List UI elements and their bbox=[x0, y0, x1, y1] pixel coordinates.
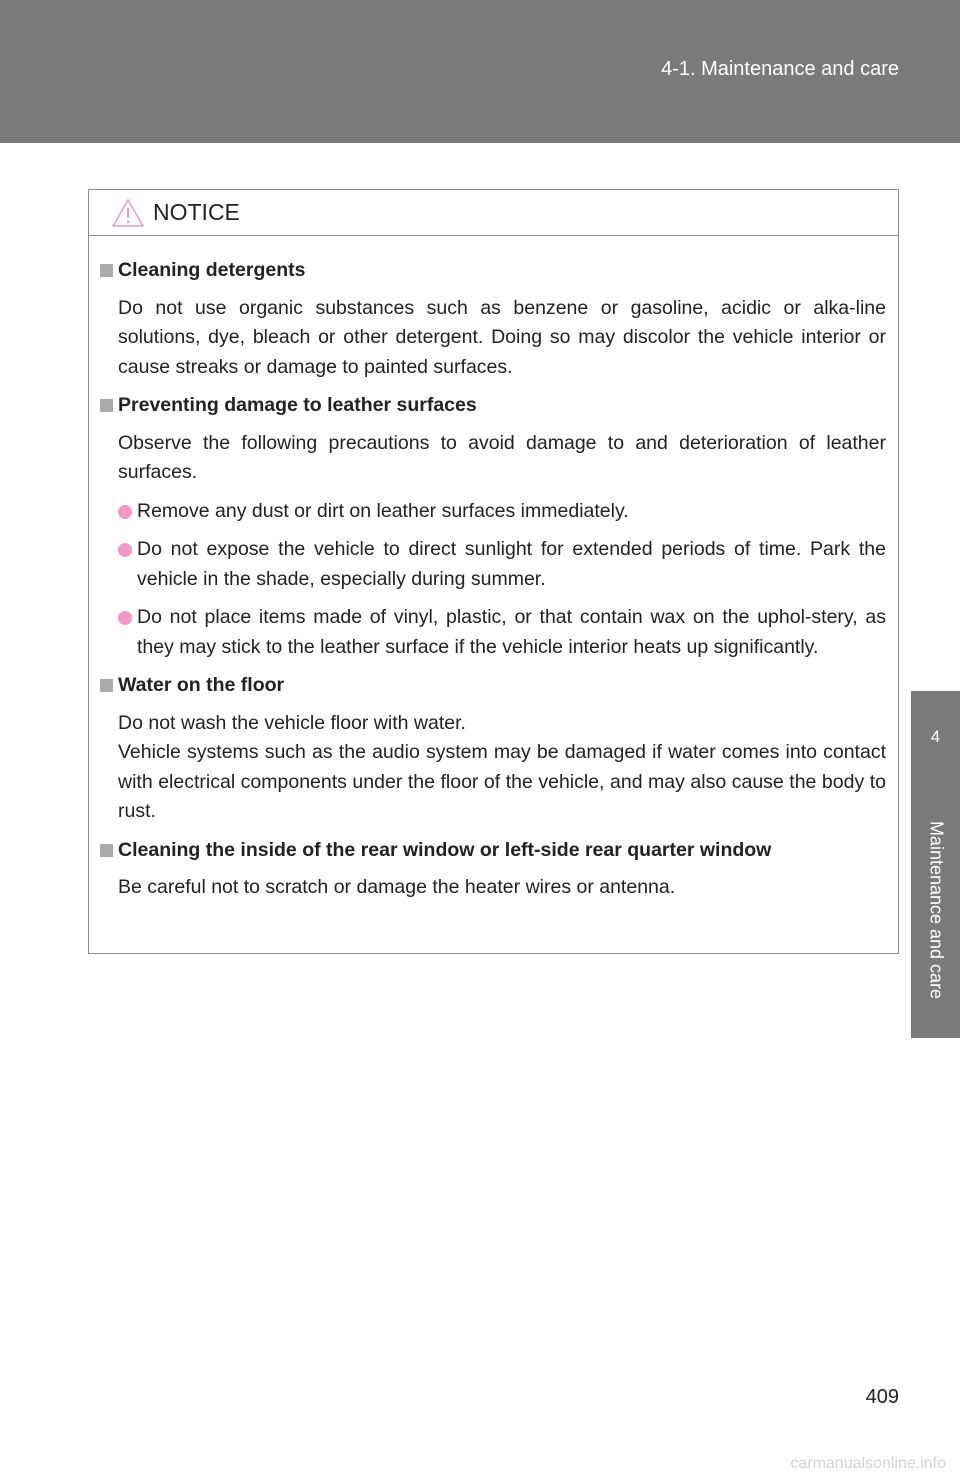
section-heading: Water on the floor bbox=[118, 674, 285, 696]
section-cleaning-detergents bbox=[100, 256, 886, 382]
notice-body bbox=[89, 236, 898, 903]
list-item bbox=[118, 603, 886, 662]
section-water-on-floor bbox=[100, 671, 886, 827]
watermark: carmanualsonline.info bbox=[790, 1455, 946, 1472]
list-item-text: Do not expose the vehicle to direct sunlight for extended periods of time. Park the vehicle in the shade, especially during summer. bbox=[137, 538, 886, 590]
chapter-tab-label: Maintenance and care bbox=[926, 820, 946, 1000]
section-heading: Preventing damage to leather surfaces bbox=[118, 394, 477, 416]
list-item bbox=[118, 535, 886, 594]
list-item-text: Do not place items made of vinyl, plastic, or that contain wax on the uphol-stery, as they may stick to the leather surface if the vehicle interior heats up significantly. bbox=[137, 606, 886, 658]
square-bullet-icon bbox=[100, 264, 113, 277]
header-band bbox=[0, 0, 960, 143]
list-item bbox=[118, 497, 886, 527]
round-bullet-icon bbox=[118, 543, 132, 557]
chapter-tab bbox=[911, 782, 960, 1038]
chapter-tab-number: 4 bbox=[911, 691, 960, 782]
section-paragraph: Vehicle systems such as the audio system may be damaged if water comes into contact with electrical components under the floor of the vehicle, and may also cause the body to rust. bbox=[118, 741, 886, 822]
square-bullet-icon bbox=[100, 844, 113, 857]
warning-triangle-icon bbox=[111, 198, 145, 228]
section-paragraph: Be careful not to scratch or damage the heater wires or antenna. bbox=[118, 876, 676, 898]
section-paragraph: Do not use organic substances such as benzene or gasoline, acidic or alka-line solutions, dye, bleach or other detergent. Doing so may discolor the vehicle interior or cause streaks or damage to painted surfaces. bbox=[118, 296, 886, 378]
notice-box bbox=[88, 189, 899, 954]
section-rear-window bbox=[100, 836, 886, 903]
page-number: 409 bbox=[865, 1386, 899, 1408]
section-heading: Cleaning detergents bbox=[118, 259, 306, 281]
section-paragraph: Do not wash the vehicle floor with water. bbox=[118, 711, 466, 734]
square-bullet-icon bbox=[100, 679, 113, 692]
round-bullet-icon bbox=[118, 611, 132, 625]
section-heading: Cleaning the inside of the rear window or left-side rear quarter window bbox=[118, 838, 772, 861]
section-title: 4-1. Maintenance and care bbox=[661, 58, 899, 80]
square-bullet-icon bbox=[100, 399, 113, 412]
section-paragraph: Observe the following precautions to avoid damage to and deterioration of leather surfaces. bbox=[118, 431, 886, 483]
section-leather-surfaces bbox=[100, 391, 886, 662]
round-bullet-icon bbox=[118, 505, 132, 519]
notice-title: NOTICE bbox=[153, 199, 240, 225]
list-item-text: Remove any dust or dirt on leather surfaces immediately. bbox=[137, 499, 629, 522]
notice-header bbox=[89, 190, 898, 236]
